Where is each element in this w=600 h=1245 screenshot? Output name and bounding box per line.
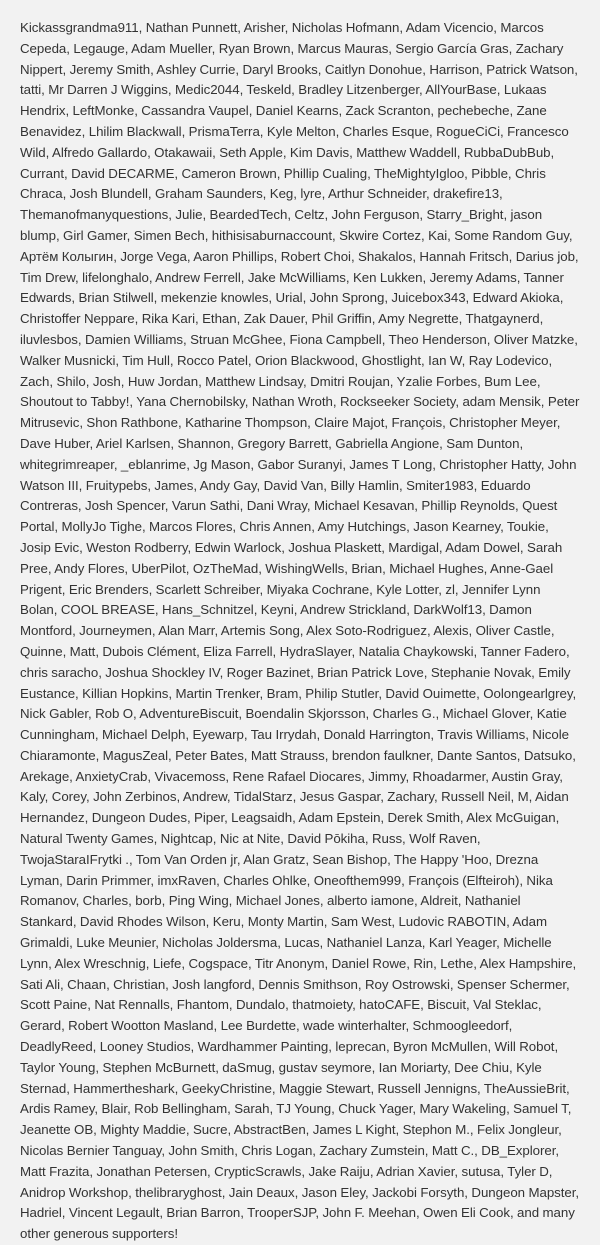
supporters-list: Kickassgrandma911, Nathan Punnett, Arisher, Nicholas Hofmann, Adam Vicencio, Marcos Cepeda, Legauge, Adam Mueller, Ryan Brown, Marcus Mauras, Sergio García Gras, Zachary Nippert, Jeremy Smith, Ashley Currie, Daryl Brooks, Caitlyn Donohue, Harrison, Patrick Watson, tatti, Mr Darren J Wiggins, Medic2044, Teskeld, Bradley Litzenberger, AllYourBase, Lukaas Hendrix, LeftMonke, Cassandra Vaupel, Daniel Kearns, Zack Scranton, pechebeche, Zane Benavidez, Lhilim Blackwall, PrismaTerra, Kyle Melton, Charles Esque, RogueCiCi, Francesco Wild, Alfredo Gallardo, Otakawaii, Seth Apple, Kim Davis, Matthew Waddell, RubbaDubBub, Currant, David DECARME, Cameron Brown, Phillip Cualing, TheMightyIgloo, Pibble, Chris Chraca, Josh Blundell, Graham Saunders, Keg, lyre, Arthur Schneider, drakefire13, Themanofmanyquestions, Julie, BeardedTech, Celtz, John Ferguson, Starry_Bright, jason blump, Girl Gamer, Simen Bech, hithisisaburnaccount, Skwire Cortez, Kai, Some Random Guy, Артём Колыгин, Jorge Vega, Aaron Phillips, Robert Choi, Shakalos, Hannah Fritsch, Darius job, Tim Drew, lifelonghalo, Andrew Ferrell, Jake McWilliams, Ken Lukken, Jeremy Adams, Tanner Edwards, Brian Stilwell, mekenzie knowles, Urial, John Sprong, Juicebox343, Edward Akioka, Christoffer Neppare, Rika Kari, Ethan, Zak Dauer, Phil Griffin, Amy Negrette, Thatgaynerd, iluvlesbos, Damien Williams, Struan McGhee, Fiona Campbell, Theo Henderson, Oliver Matzke, Walker Musnicki, Tim Hull, Rocco Patel, Orion Blackwood, Ghostlight, Ian W, Ray Lodevico, Zach, Shilo, Josh, Huw Jordan, Matthew Lindsay, Dmitri Roujan, Yzalie Forbes, Bum Lee, Shoutout to Tabby!, Yana Chernobilsky, Nathan Wroth, Rockseeker Society, adam Mensik, Peter Mitrusevic, Shon Rathbone, Katharine Thompson, Claire Majot, François, Christopher Meyer, Dave Huber, Ariel Karlsen, Shannon, Gregory Barrett, Gabriella Angione, Sam Dunton, whitegrimreaper, _eblanrime, Jg Mason, Gabor Suranyi, James T Long, Christopher Hatty, John Watson III, Fruitypebs, James, Andy Gay, David Van, Billy Hamlin, Smiter1983, Eduardo Contreras, Josh Spencer, Varun Sathi, Dani Wray, Michael Kesavan, Phillip Reynolds, Quest Portal, MollyJo Tighe, Marcos Flores, Chris Annen, Amy Hutchings, Jason Kearney, Toukie, Josip Evic, Weston Rodberry, Edwin Warlock, Joshua Plaskett, Mardigal, Adam Dowel, Sarah Pree, Andy Flores, UberPilot, OzTheMad, WishingWells, Brian, Michael Hughes, Anne-Gael Prigent, Eric Brenders, Scarlett Schreiber, Miyaka Cochrane, Kyle Lotter, zl, Jennifer Lynn Bolan, COOL BREASE, Hans_Schnitzel, Keyni, Andrew Strickland, DarkWolf13, Damon Montford, Journeymen, Alan Marr, Artemis Song, Alex Soto-Rodriguez, Alexis, Oliver Castle, Quinne, Matt, Dubois Clément, Eliza Farrell, HydraSlayer, Natalia Chaykowski, Tanner Fadero, chris saracho, Joshua Shockley IV, Roger Bazinet, Brian Patrick Love, Stephanie Novak, Emily Eustance, Killian Hopkins, Martin Trenker, Bram, Philip Stutler, David Ouimette, Oolongearlgrey, Nick Gabler, Rob O, AdventureBiscuit, Boendalin Skjorsson, Charles G., Michael Glover, Katie Cunningham, Michael Delph, Eyewarp, Tau Irrydah, Donald Harrington, Travis Williams, Nicole Chiaramonte, MagusZeal, Peter Bates, Matt Strauss, brendon faulkner, Dante Santos, Datsuko, Arekage, AnxietyCrab, Vivacemoss, Rene Rafael Diocares, Jimmy, Rhoadarmer, Austin Gray, Kaly, Corey, John Zerbinos, Andrew, TidalStarz, Jesus Gaspar, Zachary, Russell Neil, M, Aidan Hernandez, Dungeon Dudes, Piper, Leagsaidh, Adam Epstein, Derek Smith, Alex McGuigan, Natural Twenty Games, Nightcap, Nic at Nite, David Pōkiha, Russ, Wolf Raven, TwojaStaraIFrytki ., Tom Van Orden jr, Alan Gratz, Sean Bishop, The Happy 'Hoo, Drezna Lyman, Darin Primmer, imxRaven, Charles Ohlke, Oneofthem999, François (Elfteiroh), Nika Romanov, Charles, borb, Ping Wing, Michael Jones, alberto iamone, Aldreit, Nathaniel Stankard, David Rhodes Wilson, Keru, Monty Martin, Sam West, Ludovic RABOTIN, Adam Grimaldi, Luke Meunier, Nicholas Joldersma, Lucas, Nathaniel Lanza, Karl Yeager, Michelle Lynn, Alex Wreschnig, Liefe, Cogspace, Titr Anonym, Daniel Rowe, Rin, Lethe, Alex Hampshire, Sati Ali, Chaan, Christian, Josh langford, Dennis Smithson, Roy Ostrowski, Spenser Schermer, Scott Paine, Nat Rennalls, Fhantom, Dundalo, thatmoiety, hatoCAFE, Biscuit, Val Steklac, Gerard, Robert Wootton Masland, Lee Burdette, wade winterhalter, Schmoogleedorf, DeadlyReed, Looney Studios, Wardhammer Painting, leprecan, Byron McMullen, Will Robot, Taylor Young, Stephen McBurnett, daSmug, gustav seymore, Ian Moriarty, Dee Chiu, Kyle Sternad, Hammertheshark, GeekyChristine, Maggie Stewart, Russell Jennigns, TheAussieBrit, Ardis Ramey, Blair, Rob Bellingham, Sarah, TJ Young, Chuck Yager, Mary Wakeling, Samuel T, Jeanette OB, Mighty Maddie, Sucre, AbstractBen, James L Kight, Stephon M., Felix Jongleur, Nicolas Bernier Tanguay, John Smith, Chris Logan, Zachary Zumstein, Matt C., DB_Explorer, Matt Frazita, Jonathan Petersen, CrypticScrawls, Jake Raiju, Adrian Xavier, sutusa, Tyler D, Anidrop Workshop, thelibraryghost, Jain Deaux, Jason Eley, Jackobi Forsyth, Dungeon Mapster, Hadriel, Vincent Legault, Brian Barron, TrooperSJP, John F. Meehan, Owen Eli Cook, and many other generous supporters! [20, 20, 580, 1242]
